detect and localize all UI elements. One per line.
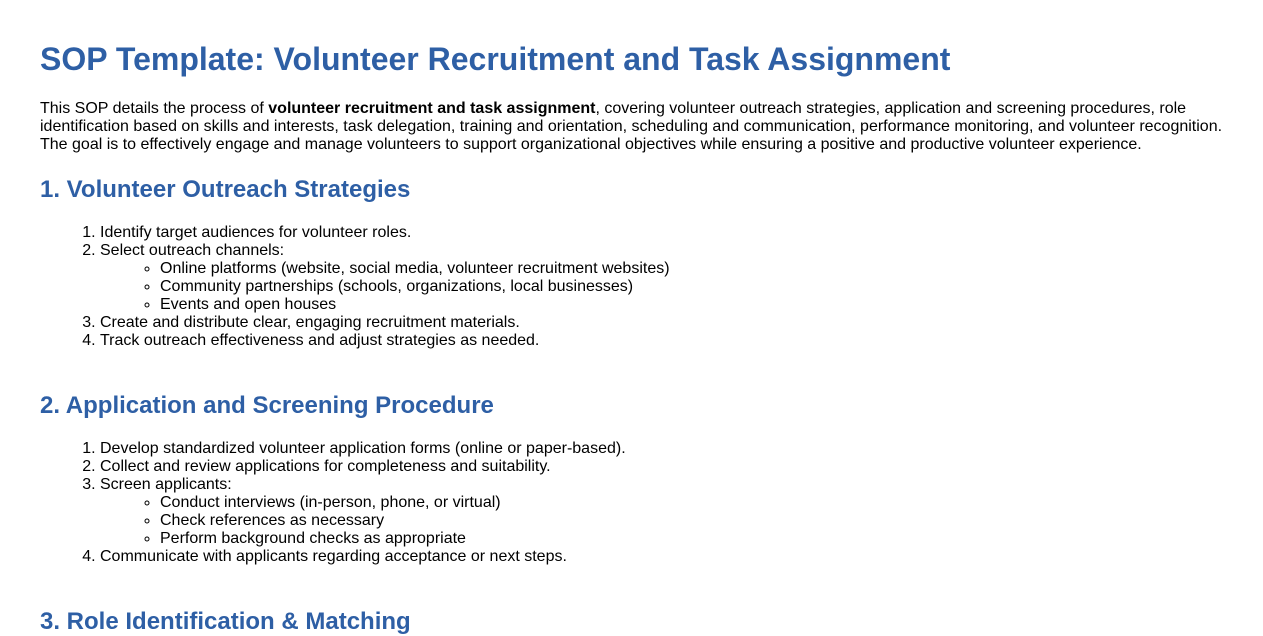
list-item (100, 224, 1223, 242)
list-item (100, 548, 1223, 566)
step-text: Track outreach effectiveness and adjust strategies as needed. (100, 332, 540, 349)
list-item (100, 440, 1223, 458)
list-item (100, 314, 1223, 332)
application-steps-list (40, 440, 1223, 566)
step-text: Identify target audiences for volunteer roles. (100, 224, 412, 241)
sub-list-item: ◦ Perform background checks as appropriate (160, 530, 1223, 548)
step-text: Create and distribute clear, engaging recruitment materials. (100, 314, 520, 331)
page-title: SOP Template: Volunteer Recruitment and Task Assignment (40, 41, 951, 77)
intro-text-end: , covering volunteer outreach strategies, application and screening procedures, role identification based on skills and interests, task delegation, training and orientation, scheduling and communication, performance monitoring, and volunteer recognition. The goal is to effectively engage and manage volunteers to support organizational objectives while ensuring a positive and productive volunteer experience. (40, 100, 1223, 153)
screening-methods-list (100, 494, 1223, 548)
sub-list-item: ◦ Check references as necessary (160, 512, 1223, 530)
sub-list-item: ◦ Conduct interviews (in-person, phone, or virtual) (160, 494, 1223, 512)
section-heading-outreach: 1. Volunteer Outreach Strategies (40, 176, 411, 203)
step-text: Collect and review applications for completeness and suitability. (100, 458, 551, 475)
sub-list-item: ◦ Events and open houses (160, 296, 1223, 314)
intro-text-start: This SOP details the process of (40, 100, 269, 117)
intro-paragraph (40, 100, 1223, 154)
section-heading-role-identification: 3. Role Identification & Matching (40, 608, 411, 635)
outreach-steps-list (40, 224, 1223, 350)
sub-list-item: ◦ Online platforms (website, social media, volunteer recruitment websites) (160, 260, 1223, 278)
step-text: Communicate with applicants regarding acceptance or next steps. (100, 548, 567, 565)
sub-list-item: ◦ Community partnerships (schools, organizations, local businesses) (160, 278, 1223, 296)
outreach-channels-list (100, 260, 1223, 314)
section-heading-application: 2. Application and Screening Procedure (40, 392, 494, 419)
step-text: Screen applicants: (100, 476, 232, 493)
list-item (100, 458, 1223, 476)
step-text: Select outreach channels: (100, 242, 285, 259)
intro-emphasis: volunteer recruitment and task assignment (268, 100, 596, 117)
list-item (100, 332, 1223, 350)
step-text: Develop standardized volunteer application forms (online or paper-based). (100, 440, 626, 457)
list-item (100, 242, 1223, 314)
list-item (100, 476, 1223, 548)
